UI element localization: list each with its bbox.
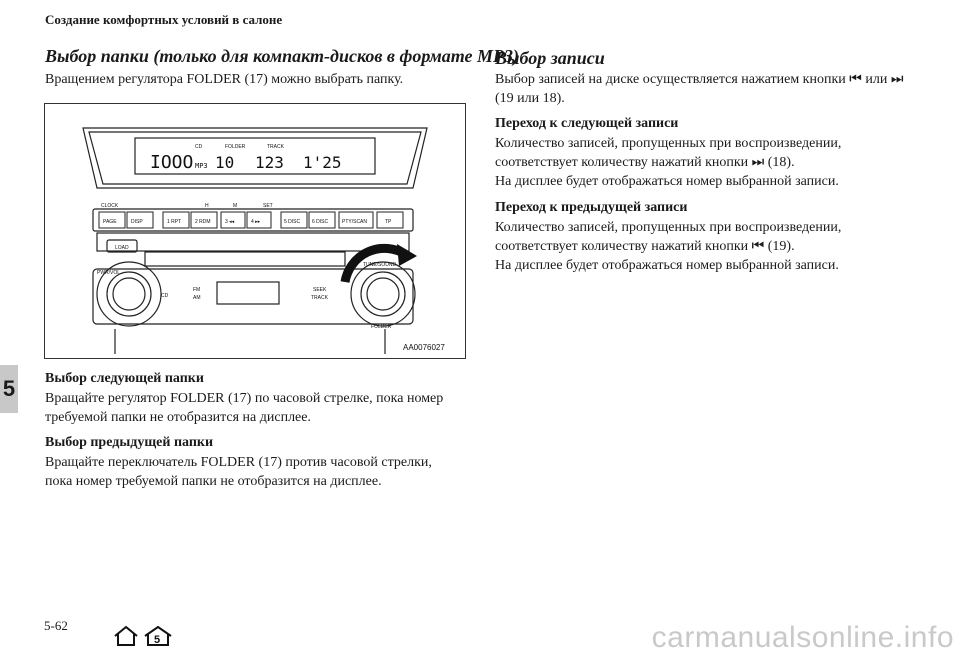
chapter-5-icon[interactable] [143, 625, 173, 652]
btn-tp: TP [385, 219, 392, 225]
home-icon[interactable] [113, 625, 139, 652]
btn-4: 4 ▸▸ [251, 219, 261, 225]
btn-page: PAGE [103, 219, 117, 225]
set-label: SET [263, 203, 273, 209]
prev-track-line3: На дисплее будет отображаться номер выбранной записи. [495, 258, 839, 273]
display-folder-readout: 10 [215, 153, 235, 172]
next-folder-heading: Выбор следующей папки [45, 371, 204, 386]
chapter-tab: 5 [0, 365, 18, 413]
next-folder-line2: требуемой папки не отобразится на дисплее. [45, 410, 311, 425]
prev-track-line1: Количество записей, пропущенных при воспроизведении, [495, 220, 842, 235]
display-cd-label: CD [195, 144, 203, 150]
radio-panel-figure [44, 103, 466, 359]
load-label: LOAD [115, 245, 129, 251]
display-folder-label: FOLDER [225, 144, 246, 150]
prev-track-heading: Переход к предыдущей записи [495, 200, 688, 215]
btn-pty-scan: PTY/SCAN [342, 219, 368, 225]
track-label: TRACK [311, 295, 328, 301]
next-folder-line1: Вращайте регулятор FOLDER (17) по часовой стрелке, пока номер [45, 391, 444, 406]
display-track-readout: 123 [255, 153, 284, 172]
display-disc-readout: IOOO [150, 152, 194, 173]
right-intro-line1: Выбор записей на диске осуществляется нажатием кнопки ⏮ или ⏭ [495, 72, 904, 87]
next-track-line1: Количество записей, пропущенных при воспроизведении, [495, 136, 842, 151]
right-title: Выбор записи [495, 48, 605, 68]
fm-label: FM [193, 287, 201, 293]
next-track-line3: На дисплее будет отображаться номер выбранной записи. [495, 174, 839, 189]
left-intro: Вращением регулятора FOLDER (17) можно выбрать папку. [45, 72, 404, 87]
folder-knob-label: FOLDER [371, 324, 392, 330]
right-intro-line2: (19 или 18). [495, 91, 565, 106]
btn-5-disc: 5 DISC [284, 219, 301, 225]
btn-2-rdm: 2 RDM [195, 219, 211, 225]
pwr-vol-label: PWR/VOL [97, 270, 121, 276]
m-label: M [233, 203, 238, 209]
cd-label: CD [161, 293, 169, 299]
btn-1-rpt: 1 RPT [167, 219, 182, 225]
next-track-line2: соответствует количеству нажатий кнопки ⏭ (18). [495, 155, 795, 170]
next-track-heading: Переход к следующей записи [495, 116, 679, 131]
display-mp3-readout: MP3 [195, 162, 208, 170]
prev-folder-line1: Вращайте переключатель FOLDER (17) против часовой стрелки, [45, 455, 432, 470]
page-number: 5-62 [44, 618, 68, 633]
prev-folder-heading: Выбор предыдущей папки [45, 435, 214, 450]
tune-sound-label: TUNE/SOUND [363, 262, 397, 268]
display-track-label: TRACK [267, 144, 284, 150]
prev-folder-line2: пока номер требуемой папки не отобразится на дисплее. [45, 474, 382, 489]
btn-3: 3 ◂◂ [225, 219, 235, 225]
section-header: Создание комфортных условий в салоне [45, 12, 283, 27]
chapter-5-icon-number: 5 [154, 634, 161, 646]
figure-code: AA0076027 [403, 343, 445, 352]
watermark: carmanualsonline.info [651, 621, 954, 654]
am-label: AM [193, 295, 201, 301]
left-title: Выбор папки (только для компакт-дисков в формате MP3) [45, 46, 520, 66]
prev-track-line2: соответствует количеству нажатий кнопки ⏮ (19). [495, 239, 795, 254]
display-time-readout: 1'25 [303, 153, 342, 172]
btn-disp: DISP [131, 219, 143, 225]
h-label: H [205, 203, 209, 209]
btn-6-disc: 6 DISC [312, 219, 329, 225]
seek-label: SEEK [313, 287, 327, 293]
clock-label: CLOCK [101, 203, 119, 209]
